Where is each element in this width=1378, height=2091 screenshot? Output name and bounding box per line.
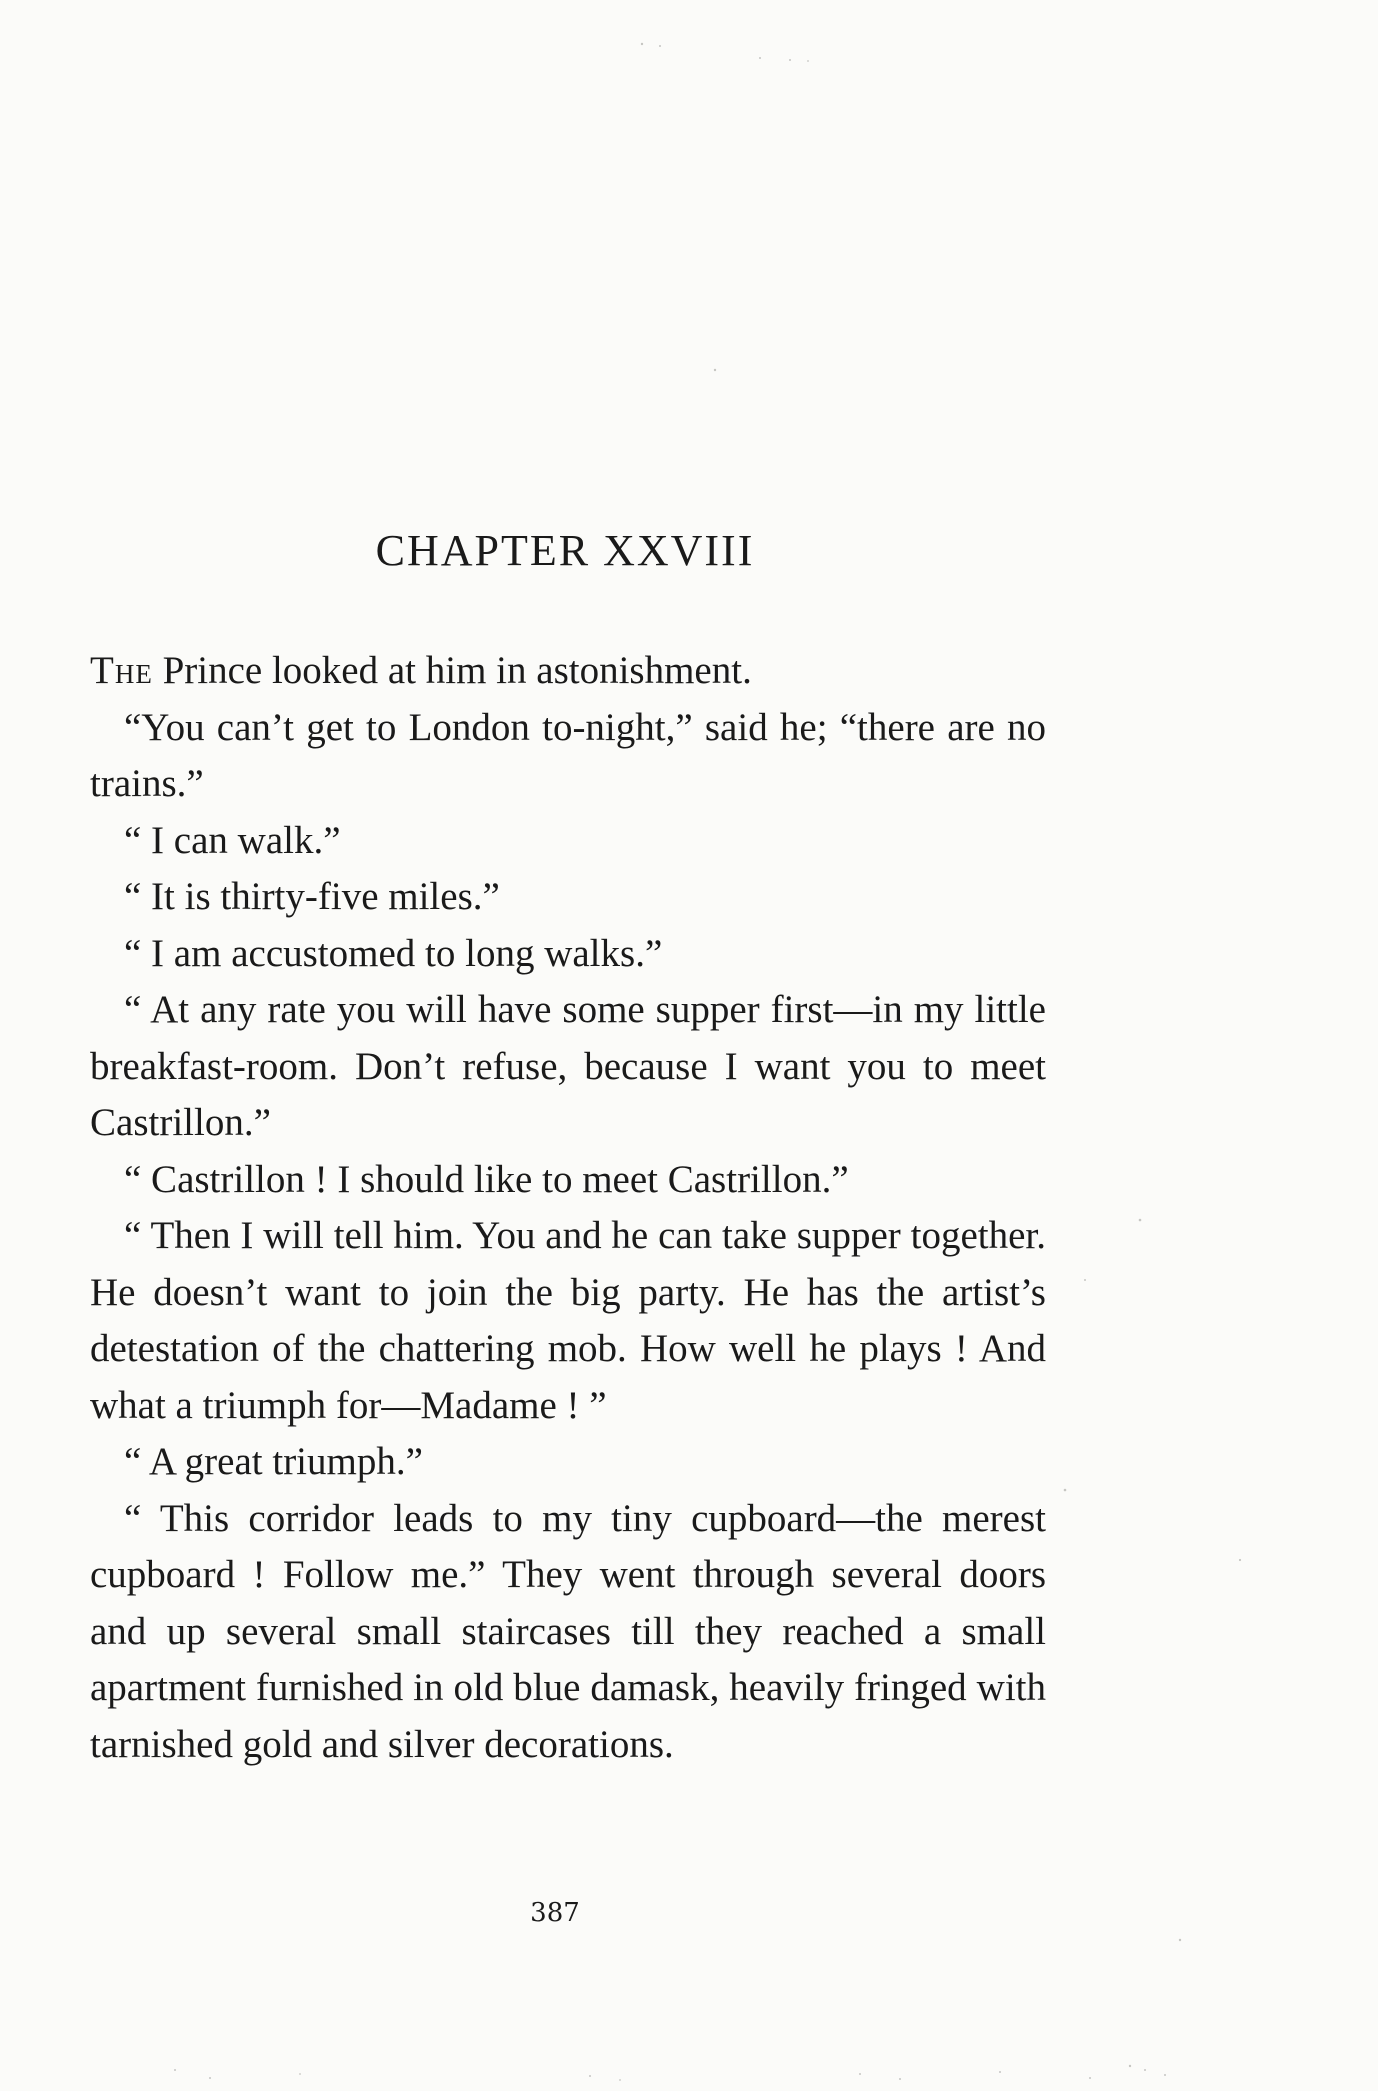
paragraph: “ A great triumph.”: [124, 1440, 423, 1483]
chapter-body: [90, 643, 1046, 1773]
paragraph: “ It is thirty-five miles.”: [124, 875, 500, 918]
paragraph: “ I am accustomed to long walks.”: [124, 931, 663, 975]
paragraph: “ At any rate you will have some supper first—in my little breakfast-room. Don’t refuse, because I want you to meet Castrillon.”: [90, 988, 1046, 1144]
paragraph: “ Castrillon ! I should like to meet Castrillon.”: [124, 1157, 849, 1201]
paragraph-lead-word: The: [90, 649, 153, 692]
paragraph: “You can’t get to London to-night,” said he; “there are no trains.”: [90, 705, 1046, 805]
page-number: 387: [530, 1898, 580, 1928]
paragraph: “ This corridor leads to my tiny cupboard—the merest cupboard ! Follow me.” They went through several doors and up several small staircases till they reached a small apartment furnished in old blue damask, heavily fringed with tarnished gold and silver decorations.: [90, 1496, 1046, 1766]
paragraph-text: Prince looked at him in astonishment.: [152, 649, 752, 692]
chapter-heading: CHAPTER XXVIII: [375, 526, 755, 575]
paragraph: [90, 643, 1046, 700]
paragraph: “ Then I will tell him. You and he can take supper together. He doesn’t want to join the big party. He has the artist’s detestation of the chattering mob. How well he plays ! And what a triumph for—Madame ! ”: [90, 1214, 1046, 1427]
paragraph: “ I can walk.”: [124, 818, 341, 862]
